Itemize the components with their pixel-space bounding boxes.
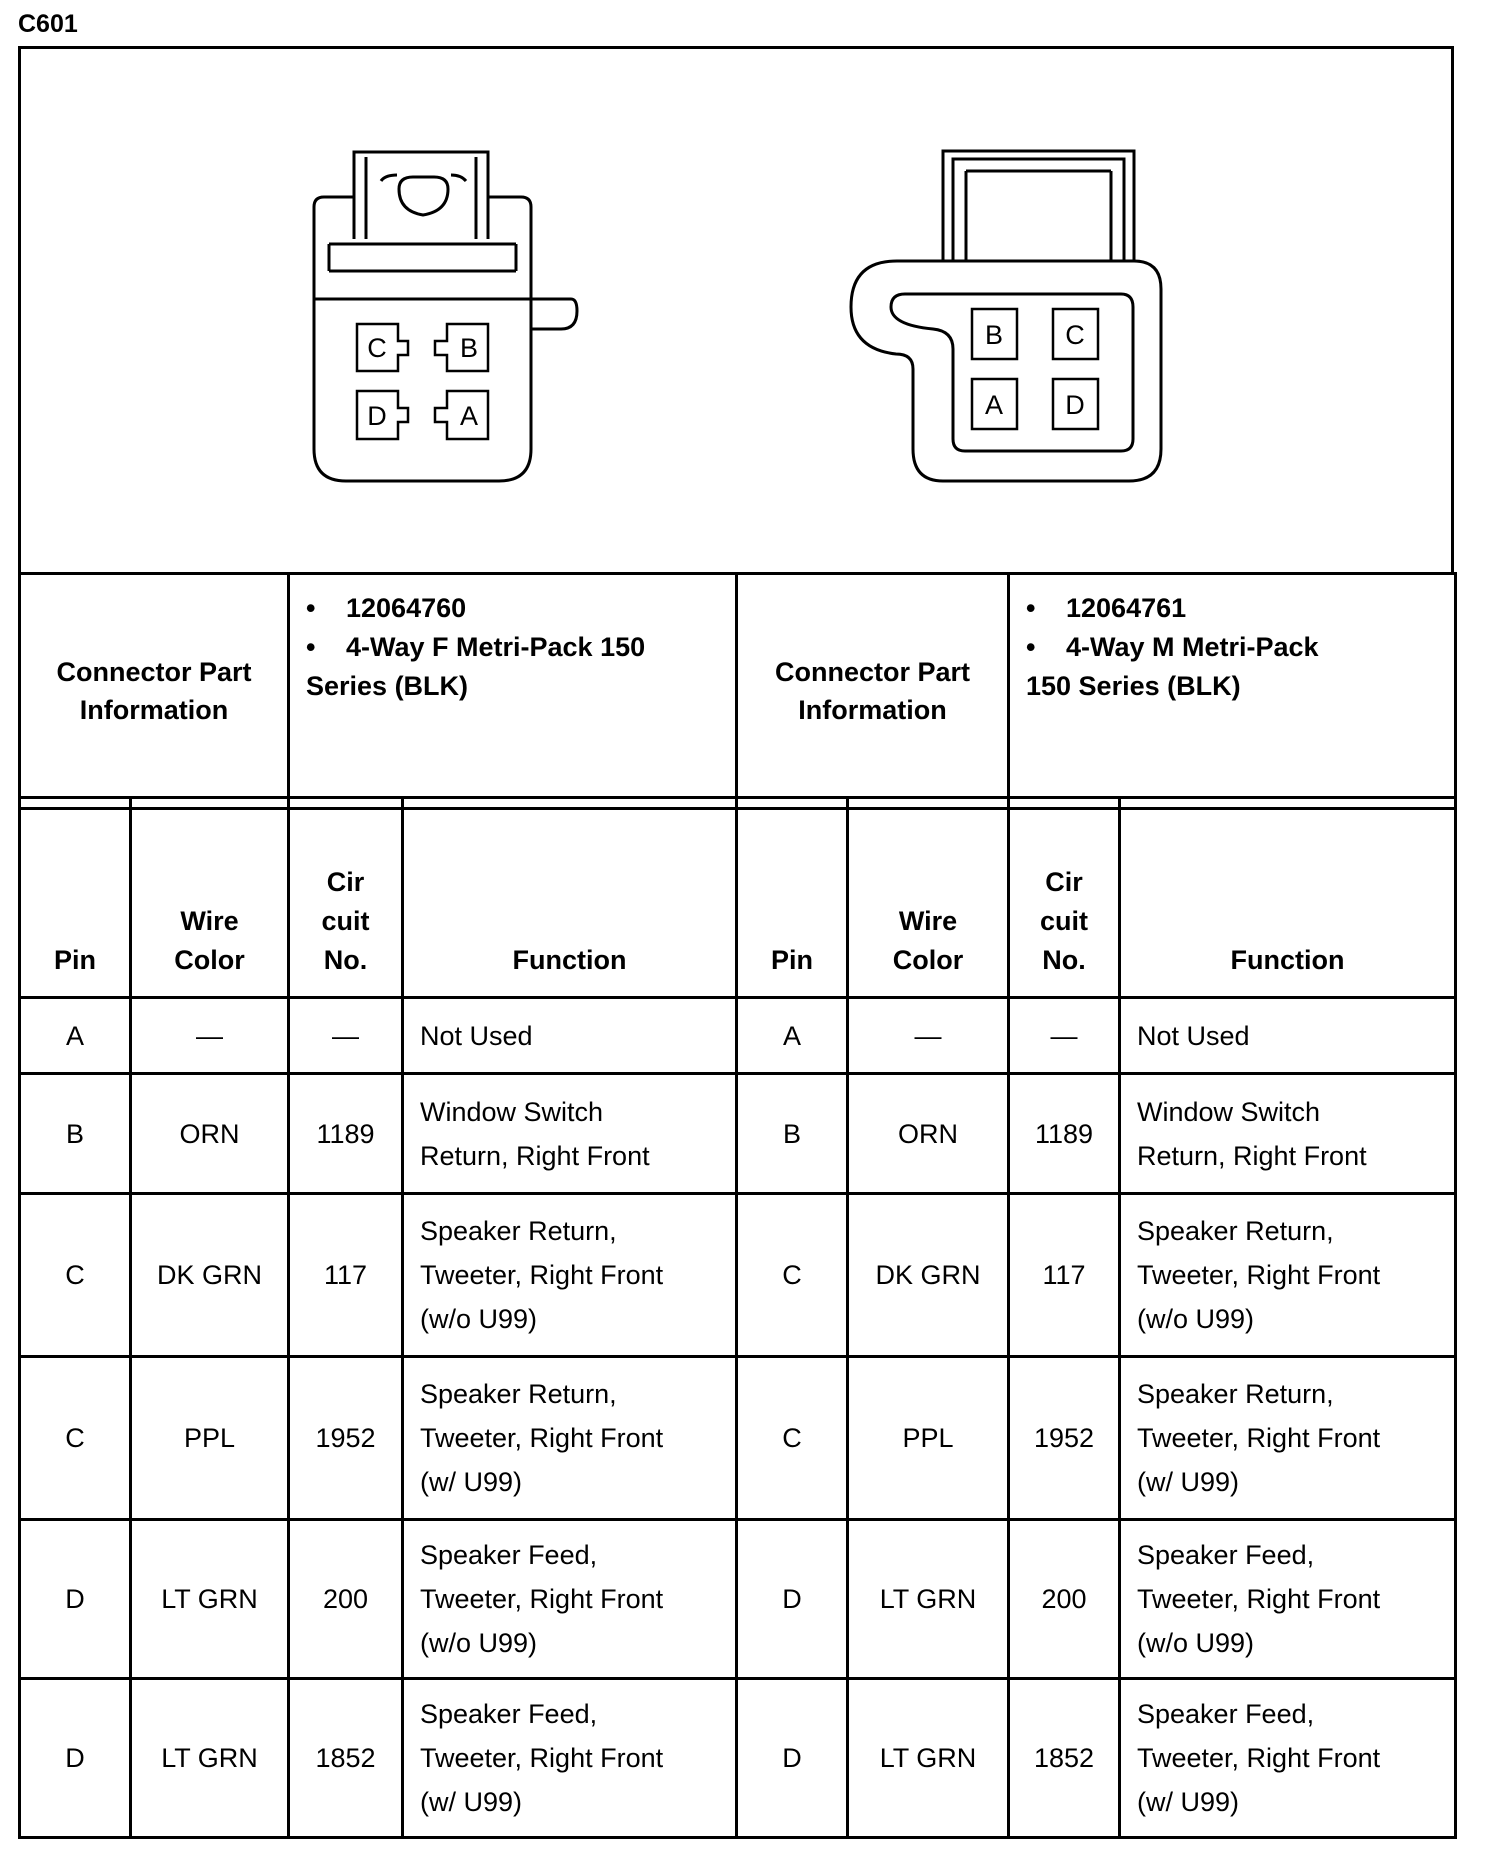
connector-diagram xyxy=(21,49,1457,575)
function-line: Speaker Return, xyxy=(1137,1379,1334,1409)
part-description: • 4-Way M Metri-Pack xyxy=(1026,628,1454,667)
function-line: Speaker Feed, xyxy=(1137,1540,1315,1570)
table-row xyxy=(20,1520,1456,1679)
female-pin-label: C xyxy=(367,333,387,363)
pin-cell: D xyxy=(20,1520,131,1679)
connector-title: C601 xyxy=(18,10,78,38)
header-line: Color xyxy=(892,945,964,975)
wire-color-cell: DK GRN xyxy=(131,1194,289,1357)
circuit-header xyxy=(289,798,403,998)
function-line: Speaker Return, xyxy=(420,1216,617,1246)
function-line: (w/ U99) xyxy=(1137,1787,1240,1817)
circuit-cell: 1852 xyxy=(289,1679,403,1838)
function-line: Tweeter, Right Front xyxy=(1137,1743,1381,1773)
function-cell xyxy=(1120,1520,1456,1679)
function-line: Speaker Feed, xyxy=(420,1699,598,1729)
wire-color-header xyxy=(131,798,289,998)
pin-cell: A xyxy=(20,998,131,1074)
connector-part-info-label xyxy=(20,574,289,809)
pin-header: Pin xyxy=(737,798,848,998)
function-line: (w/ U99) xyxy=(420,1787,523,1817)
wire-color-cell: — xyxy=(848,998,1009,1074)
male-pin-label: A xyxy=(984,390,1004,420)
wire-color-cell: LT GRN xyxy=(848,1520,1009,1679)
function-line: Speaker Feed, xyxy=(1137,1699,1315,1729)
function-line: (w/o U99) xyxy=(1137,1628,1255,1658)
circuit-cell: 1952 xyxy=(1009,1357,1120,1520)
header-line: No. xyxy=(323,945,368,975)
function-line: Not Used xyxy=(1137,1020,1250,1051)
function-line: Return, Right Front xyxy=(420,1140,650,1171)
function-cell xyxy=(403,1194,737,1357)
wire-color-cell: ORN xyxy=(131,1074,289,1194)
circuit-cell: 117 xyxy=(289,1194,403,1357)
female-connector-drawing xyxy=(314,152,577,481)
circuit-cell: — xyxy=(1009,998,1120,1074)
function-line: Speaker Feed, xyxy=(420,1540,598,1570)
function-line: Tweeter, Right Front xyxy=(420,1743,664,1773)
label-line: Connector Part xyxy=(56,657,252,687)
label-line: Information xyxy=(798,695,947,725)
circuit-cell: 1189 xyxy=(1009,1074,1120,1194)
pin-cell: C xyxy=(20,1194,131,1357)
connector-diagram-panel xyxy=(18,46,1454,572)
circuit-cell: — xyxy=(289,998,403,1074)
function-line: Window Switch xyxy=(1137,1096,1321,1127)
pinout-table xyxy=(18,796,1457,1839)
wire-color-cell: — xyxy=(131,998,289,1074)
function-line: (w/ U99) xyxy=(1137,1467,1240,1497)
right-part-details xyxy=(1009,574,1456,809)
male-pin-label: C xyxy=(1065,320,1085,350)
header-line: Cir xyxy=(1045,867,1083,897)
header-row xyxy=(20,798,1456,998)
function-line: (w/o U99) xyxy=(1137,1304,1255,1334)
pin-cell: B xyxy=(20,1074,131,1194)
function-line: Speaker Return, xyxy=(1137,1216,1334,1246)
function-line: Tweeter, Right Front xyxy=(420,1584,664,1614)
circuit-cell: 200 xyxy=(289,1520,403,1679)
pin-header: Pin xyxy=(20,798,131,998)
function-header: Function xyxy=(403,798,737,998)
header-line: cuit xyxy=(321,906,370,936)
function-line: (w/o U99) xyxy=(420,1304,538,1334)
table-row xyxy=(20,1194,1456,1357)
wire-color-cell: DK GRN xyxy=(848,1194,1009,1357)
male-connector-drawing xyxy=(851,151,1161,481)
connector-part-info-label xyxy=(737,574,1009,809)
function-cell xyxy=(403,1679,737,1838)
table-row xyxy=(20,1074,1456,1194)
male-pin-label: D xyxy=(1065,390,1085,420)
connector-part-info-table xyxy=(18,572,1457,810)
table-row xyxy=(20,998,1456,1074)
circuit-cell: 1189 xyxy=(289,1074,403,1194)
part-description: • 4-Way F Metri-Pack 150 xyxy=(306,628,735,667)
circuit-cell: 1852 xyxy=(1009,1679,1120,1838)
function-line: Tweeter, Right Front xyxy=(1137,1260,1381,1290)
header-line: cuit xyxy=(1039,906,1088,936)
label-line: Information xyxy=(79,695,229,725)
function-line: Speaker Return, xyxy=(420,1379,617,1409)
left-part-details xyxy=(289,574,737,809)
circuit-cell: 200 xyxy=(1009,1520,1120,1679)
female-pin-label: D xyxy=(367,401,387,431)
function-cell xyxy=(1120,1679,1456,1838)
wire-color-cell: LT GRN xyxy=(848,1679,1009,1838)
label-line: Connector Part xyxy=(774,657,971,687)
function-line: Return, Right Front xyxy=(1137,1140,1367,1171)
header-line: Wire xyxy=(180,906,239,936)
part-description-cont: 150 Series (BLK) xyxy=(1026,671,1241,701)
wire-color-cell: ORN xyxy=(848,1074,1009,1194)
table-row xyxy=(20,1357,1456,1520)
function-cell xyxy=(403,998,737,1074)
wire-color-cell: PPL xyxy=(131,1357,289,1520)
function-line: Tweeter, Right Front xyxy=(420,1260,664,1290)
part-number: • 12064760 xyxy=(306,589,735,628)
pin-cell: C xyxy=(737,1194,848,1357)
function-cell xyxy=(1120,1074,1456,1194)
female-pin-label: A xyxy=(459,401,479,431)
function-cell xyxy=(1120,1194,1456,1357)
pin-cell: C xyxy=(20,1357,131,1520)
wire-color-header xyxy=(848,798,1009,998)
pin-cell: C xyxy=(737,1357,848,1520)
function-line: Tweeter, Right Front xyxy=(1137,1584,1381,1614)
function-line: Not Used xyxy=(420,1020,533,1051)
part-number: • 12064761 xyxy=(1026,589,1454,628)
wire-color-cell: LT GRN xyxy=(131,1520,289,1679)
pin-cell: A xyxy=(737,998,848,1074)
function-cell xyxy=(1120,998,1456,1074)
pin-cell: D xyxy=(20,1679,131,1838)
female-pin-label: B xyxy=(459,333,479,363)
function-cell xyxy=(403,1357,737,1520)
circuit-cell: 117 xyxy=(1009,1194,1120,1357)
part-description-cont: Series (BLK) xyxy=(306,671,469,701)
male-pin-label: B xyxy=(984,320,1004,350)
header-line: Color xyxy=(174,945,245,975)
header-line: Cir xyxy=(326,867,365,897)
function-cell xyxy=(403,1074,737,1194)
pin-cell: B xyxy=(737,1074,848,1194)
wire-color-cell: LT GRN xyxy=(131,1679,289,1838)
table-row xyxy=(20,1679,1456,1838)
wire-color-cell: PPL xyxy=(848,1357,1009,1520)
function-line: Tweeter, Right Front xyxy=(420,1423,664,1453)
circuit-header xyxy=(1009,798,1120,998)
pin-cell: D xyxy=(737,1679,848,1838)
function-line: (w/ U99) xyxy=(420,1467,523,1497)
function-line: Tweeter, Right Front xyxy=(1137,1423,1381,1453)
function-line: Window Switch xyxy=(420,1096,604,1127)
function-cell xyxy=(1120,1357,1456,1520)
circuit-cell: 1952 xyxy=(289,1357,403,1520)
function-line: (w/o U99) xyxy=(420,1628,538,1658)
function-header: Function xyxy=(1120,798,1456,998)
header-line: Wire xyxy=(898,906,958,936)
pin-cell: D xyxy=(737,1520,848,1679)
function-cell xyxy=(403,1520,737,1679)
header-line: No. xyxy=(1042,945,1086,975)
